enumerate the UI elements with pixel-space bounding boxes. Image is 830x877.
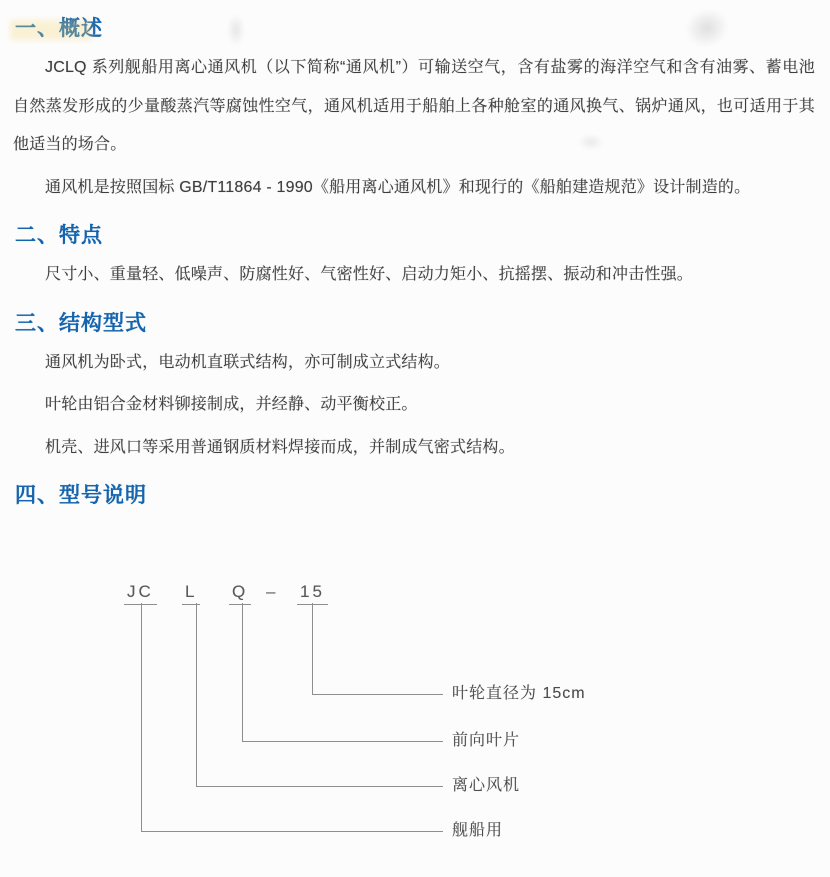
label-impeller-diameter: 叶轮直径为 15cm bbox=[452, 685, 586, 702]
structure-paragraph-1: 通风机为卧式，电动机直联式结构，亦可制成立式结构。 bbox=[45, 353, 451, 371]
connector-vline-type bbox=[196, 603, 197, 786]
connector-hline-series bbox=[141, 831, 443, 832]
section-features bbox=[13, 223, 815, 295]
label-naval-use: 舰船用 bbox=[452, 822, 504, 839]
model-code-size: 15 bbox=[297, 582, 328, 605]
features-heading: 二、特点 bbox=[15, 224, 103, 247]
model-designation-heading: 四、型号说明 bbox=[15, 484, 147, 507]
structure-paragraph-2: 叶轮由铝合金材料铆接制成，并经静、动平衡校正。 bbox=[45, 396, 418, 413]
features-paragraph: 尺寸小、重量轻、低噪声、防腐性好、气密性好、启动力矩小、抗摇摆、振动和冲击性强。 bbox=[45, 266, 694, 283]
overview-paragraph-2: 通风机是按照国标 GB/T11864 - 1990《船用离心通风机》和现行的《船舶建造规范》设计制造的。 bbox=[45, 178, 751, 196]
connector-hline-size bbox=[312, 694, 443, 695]
connector-vline-series bbox=[141, 603, 142, 831]
model-code-type: L bbox=[182, 582, 200, 605]
overview-heading: 一、概述 bbox=[15, 17, 103, 40]
structure-paragraph-3: 机壳、进风口等采用普通钢质材料焊接而成，并制成气密式结构。 bbox=[45, 438, 515, 456]
model-code-series: JC bbox=[124, 582, 157, 605]
label-forward-blade: 前向叶片 bbox=[452, 732, 521, 749]
section-overview bbox=[13, 16, 815, 207]
section-structure bbox=[13, 311, 815, 468]
model-code-blade: Q bbox=[229, 582, 251, 605]
overview-paragraph-1: JCLQ 系列舰船用离心通风机（以下简称“通风机”）可输送空气，含有盐雾的海洋空气和含有油雾、蓄电池自然蒸发形成的少量酸蒸汽等腐蚀性空气，通风机适用于船舶上各种舱室的通风换气、锅炉通风，也可适用于其他适当的场合。 bbox=[13, 59, 815, 153]
model-code-dash: – bbox=[266, 582, 276, 601]
connector-vline-blade bbox=[242, 603, 243, 741]
label-centrifugal-fan: 离心风机 bbox=[452, 777, 521, 794]
connector-vline-size bbox=[312, 603, 313, 694]
structure-heading: 三、结构型式 bbox=[15, 311, 147, 335]
section-model-designation bbox=[13, 483, 815, 877]
connector-hline-blade bbox=[242, 741, 443, 742]
connector-hline-type bbox=[196, 786, 443, 787]
model-designation-diagram bbox=[13, 560, 815, 877]
